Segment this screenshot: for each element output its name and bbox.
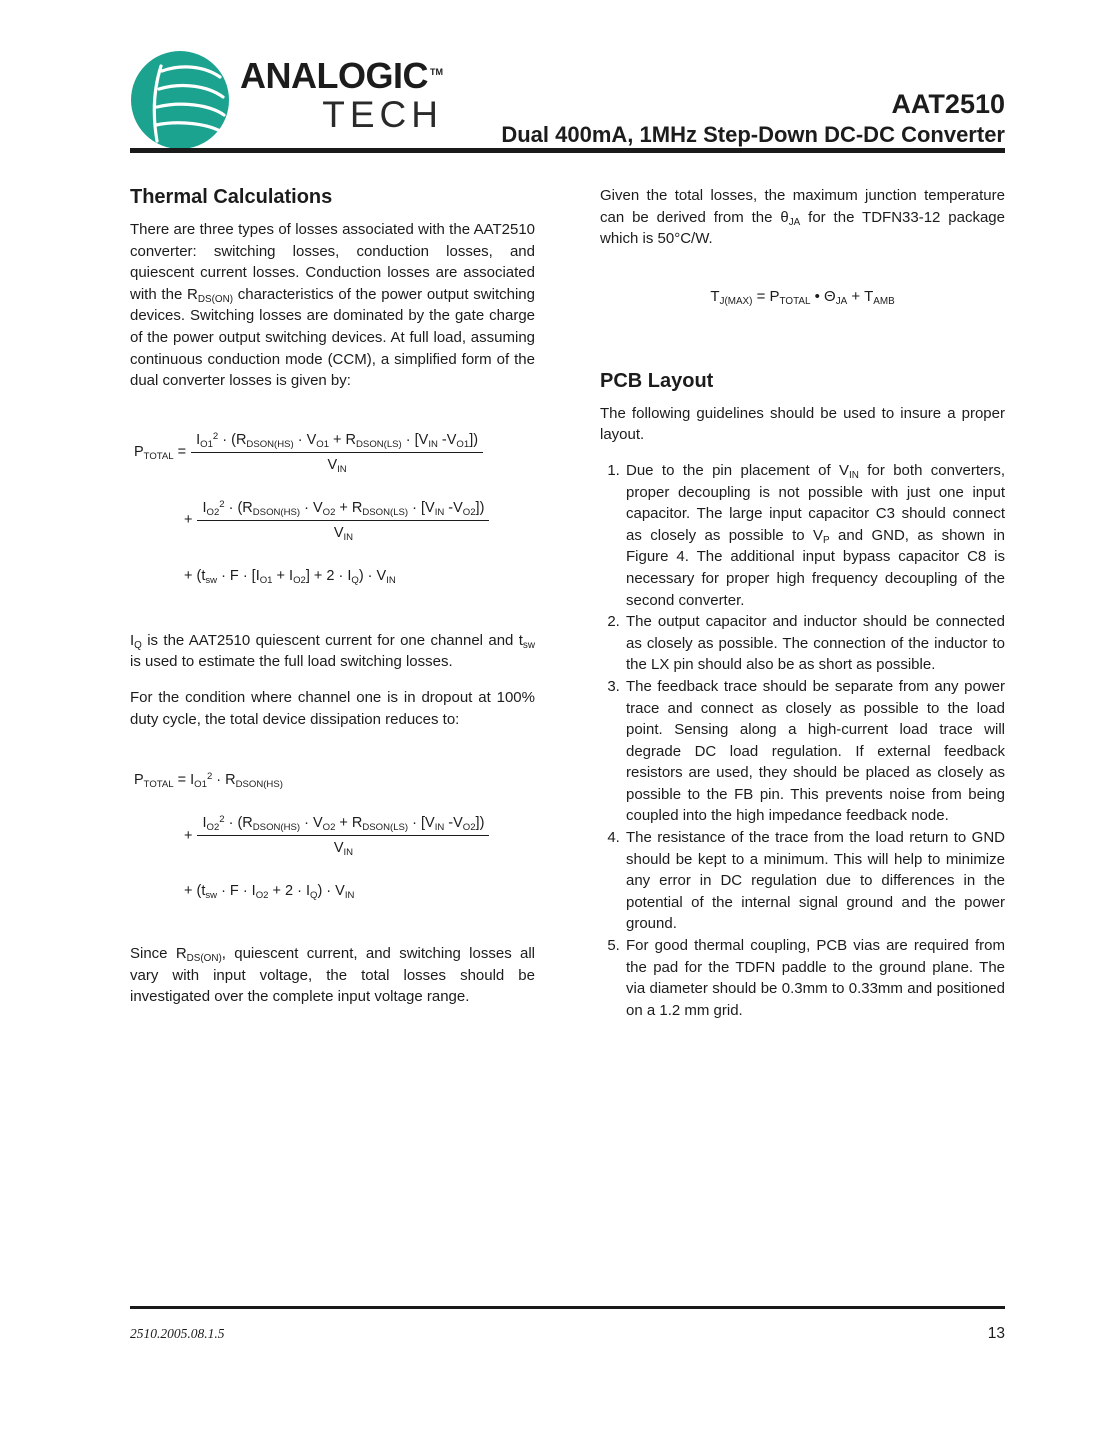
page-footer (130, 1306, 1005, 1343)
pcb-guideline-item: 3. The feedback trace should be separate from any power trace and connect as closely as possible to the load point. Sensing along a high-current load trace will degrade DC load regulation. If external feedback resistors are used, they should be placed as closely as possible to the FB pin. This prevents noise from being coupled into the high impedance feedback node. (624, 676, 1005, 827)
junction-paragraph: Given the total losses, the maximum junction temperature can be derived from the $\theta_{JA}$ for the TDFN33-12 package which is 50°C/W. (600, 187, 1005, 248)
fraction: $\frac{I_{O2}^2 \cdot (R_{DSON(HS)} \cdot V_{O2} + R_{DSON(LS)} \cdot [V_{IN} -V_{O2}])}{V_{IN}}$ (197, 500, 489, 541)
logo-wordmark-analogic: ANALOGIC (240, 55, 428, 96)
part-number: AAT2510 (891, 89, 1005, 119)
footer-rule (130, 1306, 1005, 1309)
formula-ptotal-full (134, 432, 535, 584)
formula-line: + $(t_{sw} \cdot F \cdot [I_{O1} + I_{O2}] + 2 \cdot I_Q) \cdot V_{IN}$ (184, 567, 396, 586)
formula-tjmax (600, 288, 1005, 305)
header-rule (130, 148, 1005, 153)
page-number: 13 (987, 1324, 1005, 1342)
document-revision-code: 2510.2005.08.1.5 (130, 1325, 225, 1341)
formula-ptotal-dropout (134, 772, 535, 899)
thermal-paragraph-2: $I_Q$ is the AAT2510 quiescent current for one channel and $t_{sw}$ is used to estimate the full load switching losses. (130, 631, 535, 671)
company-logo (130, 50, 443, 150)
formula-line: + $\frac{I_{O2}^2 \cdot (R_{DSON(HS)} \cdot V_{O2} + R_{DSON(LS)} \cdot [V_{IN} -V_{O2}])}{V_{IN}}$ (184, 815, 535, 856)
formula-line: + $\frac{I_{O2}^2 \cdot (R_{DSON(HS)} \cdot V_{O2} + R_{DSON(LS)} \cdot [V_{IN} -V_{O2}])}{V_{IN}}$ (184, 500, 535, 541)
right-column (600, 185, 1005, 1022)
logo-wordmark-tech: TECH (322, 94, 443, 135)
analogictech-logo-icon (130, 50, 230, 150)
pcb-guideline-item: 1. Due to the pin placement of $V_{IN}$ for both converters, proper decoupling is not possible with just one input capacitor. The large input capacitor C3 should connect as closely as possible to $V_P$ and GND, as shown in Figure 4. The additional input bypass capacitor C8 is necessary for proper high frequency decoupling of the second converter. (624, 460, 1005, 611)
page-body (130, 185, 1005, 1022)
trademark-symbol: TM (430, 67, 443, 77)
doc-title-block (501, 89, 1005, 150)
doc-subtitle: Dual 400mA, 1MHz Step-Down DC-DC Converter (501, 122, 1005, 147)
formula-line: + $(t_{sw} \cdot F \cdot I_{O2} + 2 \cdot I_Q) \cdot V_{IN}$ (184, 883, 355, 901)
formula-line: $T_{J(MAX)} = P_{TOTAL}$ • $\Theta_{JA} + T_{AMB}$ (710, 287, 895, 307)
pcb-intro-paragraph: The following guidelines should be used to insure a proper layout. (600, 404, 1005, 444)
formula-line: $P_{TOTAL}$ = $\frac{I_{O1}^2 \cdot (R_{DSON(HS)} \cdot V_{O1} + R_{DSON(LS)} \cdot [V_{IN} -V_{O1}])}{V_{IN}}$ (134, 432, 535, 473)
thermal-paragraph-4: Since $R_{DS(ON)}$, quiescent current, and switching losses all vary with input voltage, the total losses should be investigated over the complete input voltage range. (130, 945, 535, 1006)
page-header (130, 50, 1005, 150)
pcb-guidelines-list (600, 460, 1005, 1021)
pcb-guideline-item: 2. The output capacitor and inductor should be connected as closely as possible. The connection of the inductor to the LX pin should also be as short as possible. (624, 611, 1005, 676)
formula-line: $P_{TOTAL} = I_{O1}^2 \cdot R_{DSON(HS)}$ (134, 770, 283, 790)
fraction: $\frac{I_{O2}^2 \cdot (R_{DSON(HS)} \cdot V_{O2} + R_{DSON(LS)} \cdot [V_{IN} -V_{O2}])}{V_{IN}}$ (197, 815, 489, 856)
pcb-guideline-item: 5. For good thermal coupling, PCB vias are required from the pad for the TDFN paddle to the ground plane. The via diameter should be 0.3mm to 0.33mm and positioned on a 1.2 mm grid. (624, 935, 1005, 1021)
left-column (130, 185, 535, 1022)
section-title-thermal-calculations: Thermal Calculations (130, 186, 333, 208)
pcb-guideline-item: 4. The resistance of the trace from the load return to GND should be kept to a minimum. This will help to minimize any error in DC regulation due to differences in the potential of the internal signal ground and the power ground. (624, 827, 1005, 935)
logo-text (240, 50, 443, 133)
section-title-pcb-layout: PCB Layout (600, 369, 714, 392)
thermal-paragraph-1: There are three types of losses associated with the AAT2510 converter: switching losses, conduction losses, and quiescent current losses. Conduction losses are associated with the $R_{DS(ON)}$ characteristics of the power output switching devices. Switching losses are dominated by the gate charge of the power output switching devices. At full load, assuming continuous conduction mode (CCM), a simplified form of the dual converter losses is given by: (130, 221, 535, 390)
fraction: $\frac{I_{O1}^2 \cdot (R_{DSON(HS)} \cdot V_{O1} + R_{DSON(LS)} \cdot [V_{IN} -V_{O1}])}{V_{IN}}$ (191, 432, 483, 473)
logo-wordmark-line1 (240, 55, 443, 96)
thermal-paragraph-3: For the condition where channel one is in dropout at 100% duty cycle, the total device dissipation reduces to: (130, 688, 535, 728)
